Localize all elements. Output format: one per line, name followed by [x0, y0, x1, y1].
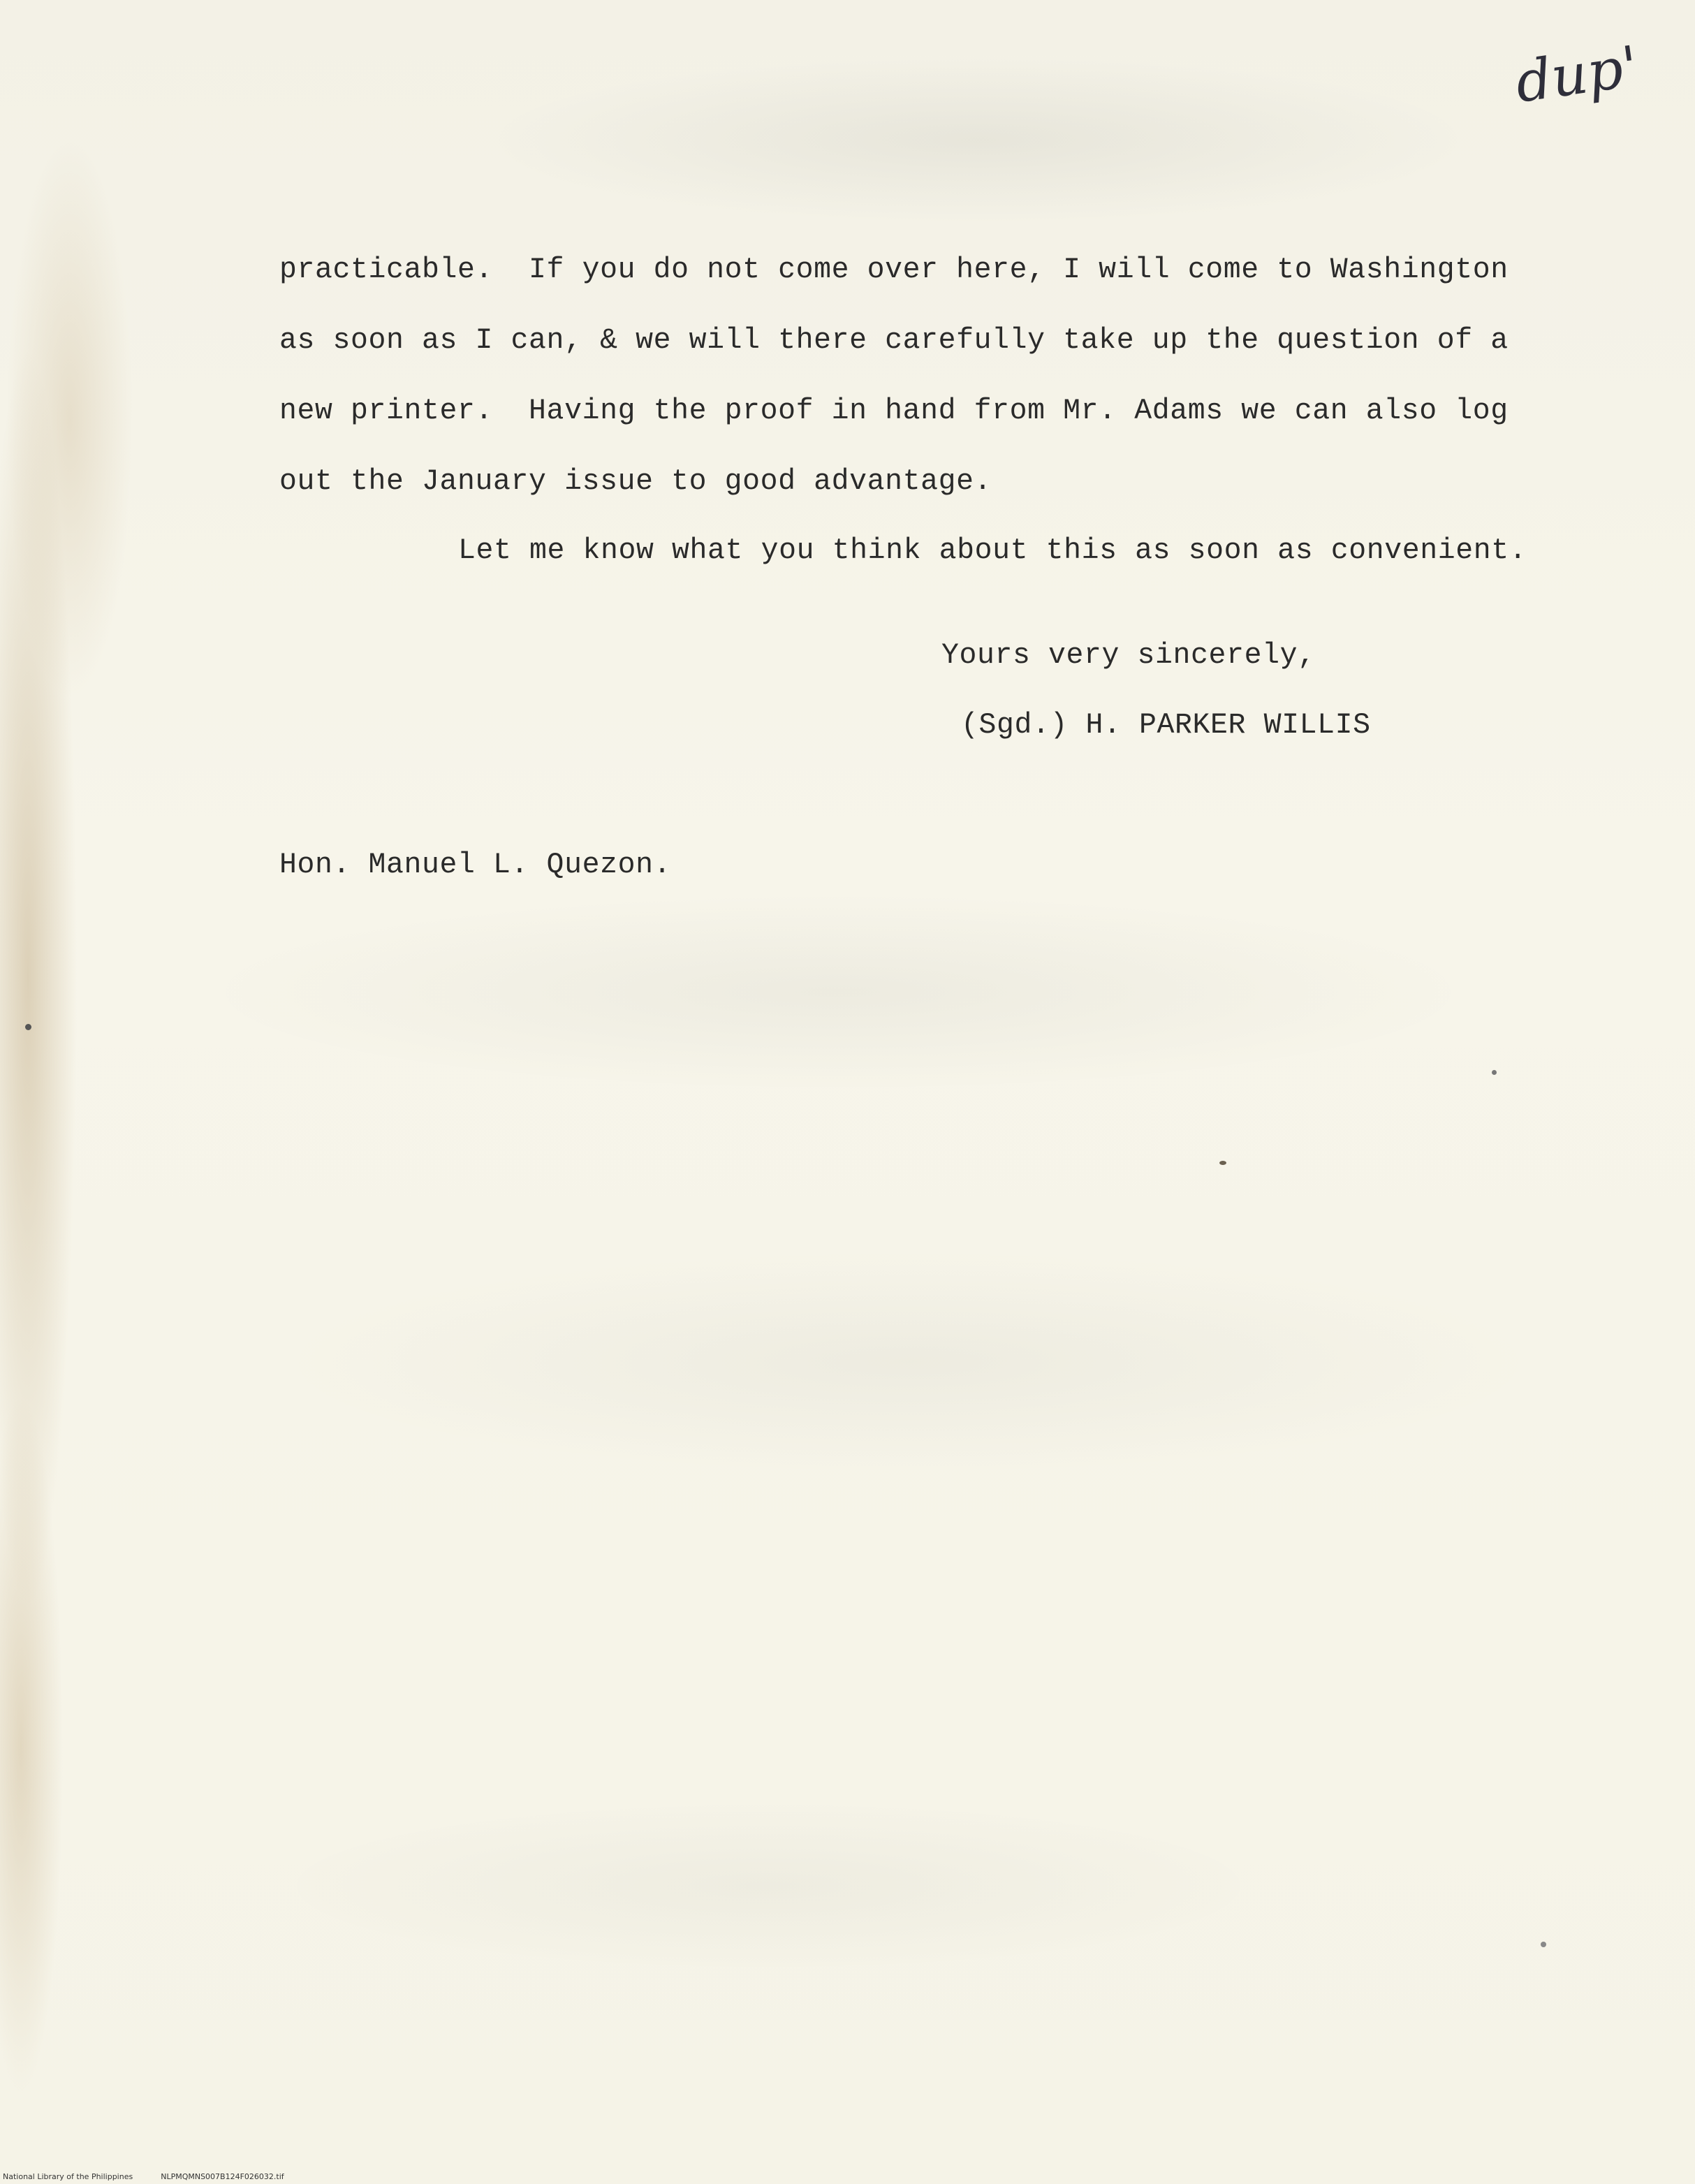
ink-speck [1492, 1070, 1497, 1075]
ink-speck [1541, 1942, 1546, 1947]
archive-footer [3, 2172, 312, 2181]
letter-body-line-1: practicable. If you do not come over here, I will come to Washington [279, 254, 1509, 286]
footer-institution: National Library of the Philippines [3, 2172, 133, 2181]
letter-body-line-3: new printer. Having the proof in hand from Mr. Adams we can also log [279, 395, 1509, 427]
footer-file-id: NLPMQMNS007B124F026032.tif [161, 2172, 284, 2181]
ink-speck [1219, 1161, 1226, 1165]
letter-body-line-4: out the January issue to good advantage. [279, 465, 992, 498]
ink-speck [25, 1024, 31, 1030]
letter-body-line-2: as soon as I can, & we will there carefully take up the question of a [279, 324, 1509, 357]
signature-block: (Sgd.) H. PARKER WILLIS [961, 709, 1371, 742]
addressee: Hon. Manuel L. Quezon. [279, 849, 672, 881]
handwritten-annotation: dup' [1511, 34, 1643, 115]
complimentary-close: Yours very sincerely, [941, 639, 1316, 672]
closing-paragraph: Let me know what you think about this as soon as convenient. [458, 534, 1527, 567]
